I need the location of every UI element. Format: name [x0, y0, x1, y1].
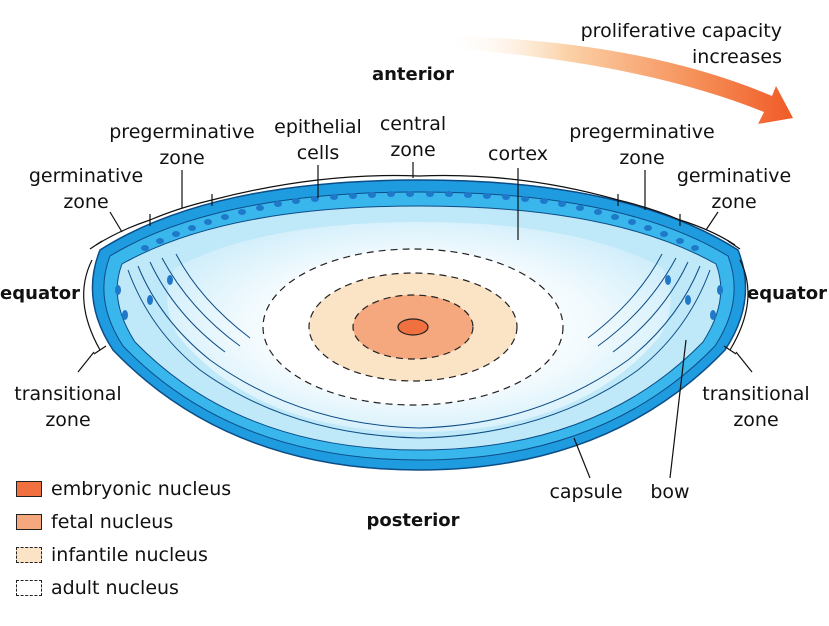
capsule-label: capsule [549, 481, 623, 503]
transitional-right-line1: transitional [702, 383, 810, 405]
cortex-label: cortex [488, 143, 548, 165]
pregerminative-right-line2: zone [619, 147, 665, 169]
legend [16, 472, 276, 604]
epithelial-line1: epithelial [274, 116, 362, 138]
posterior-label: posterior [366, 510, 460, 531]
transitional-left-line1: transitional [14, 383, 122, 405]
transitional-right-line2: zone [733, 409, 779, 431]
legend-label: embryonic nucleus [51, 477, 232, 500]
bow-label: bow [650, 481, 690, 503]
legend-item-embryonic [16, 472, 276, 505]
legend-swatch [16, 514, 42, 530]
arrow-text-line1: proliferative capacity [580, 20, 782, 42]
legend-item-adult [16, 571, 276, 604]
germinative-right-line2: zone [711, 191, 757, 213]
lens [92, 180, 745, 470]
pregerminative-right-line1: pregerminative [569, 121, 715, 143]
germinative-left-line1: germinative [28, 165, 144, 187]
arrow-text-line2: increases [692, 46, 782, 68]
central-line1: central [379, 113, 447, 135]
legend-label: fetal nucleus [51, 510, 174, 533]
legend-item-infantile [16, 538, 276, 571]
germinative-right-line1: germinative [676, 165, 792, 187]
pregerminative-left-line2: zone [159, 147, 205, 169]
equator-left-label: equator [0, 283, 80, 304]
legend-swatch [16, 580, 42, 596]
legend-item-fetal [16, 505, 276, 538]
legend-swatch [16, 481, 42, 497]
transitional-left-line2: zone [45, 409, 91, 431]
epithelial-line2: cells [296, 142, 340, 164]
legend-label: infantile nucleus [51, 543, 208, 566]
anterior-label: anterior [371, 64, 455, 85]
central-line2: zone [390, 139, 436, 161]
embryonic-nucleus [398, 319, 428, 335]
legend-label: adult nucleus [51, 576, 179, 599]
pregerminative-left-line1: pregerminative [109, 121, 255, 143]
germinative-left-line2: zone [63, 191, 109, 213]
legend-swatch [16, 547, 42, 563]
equator-right-label: equator [747, 283, 827, 304]
